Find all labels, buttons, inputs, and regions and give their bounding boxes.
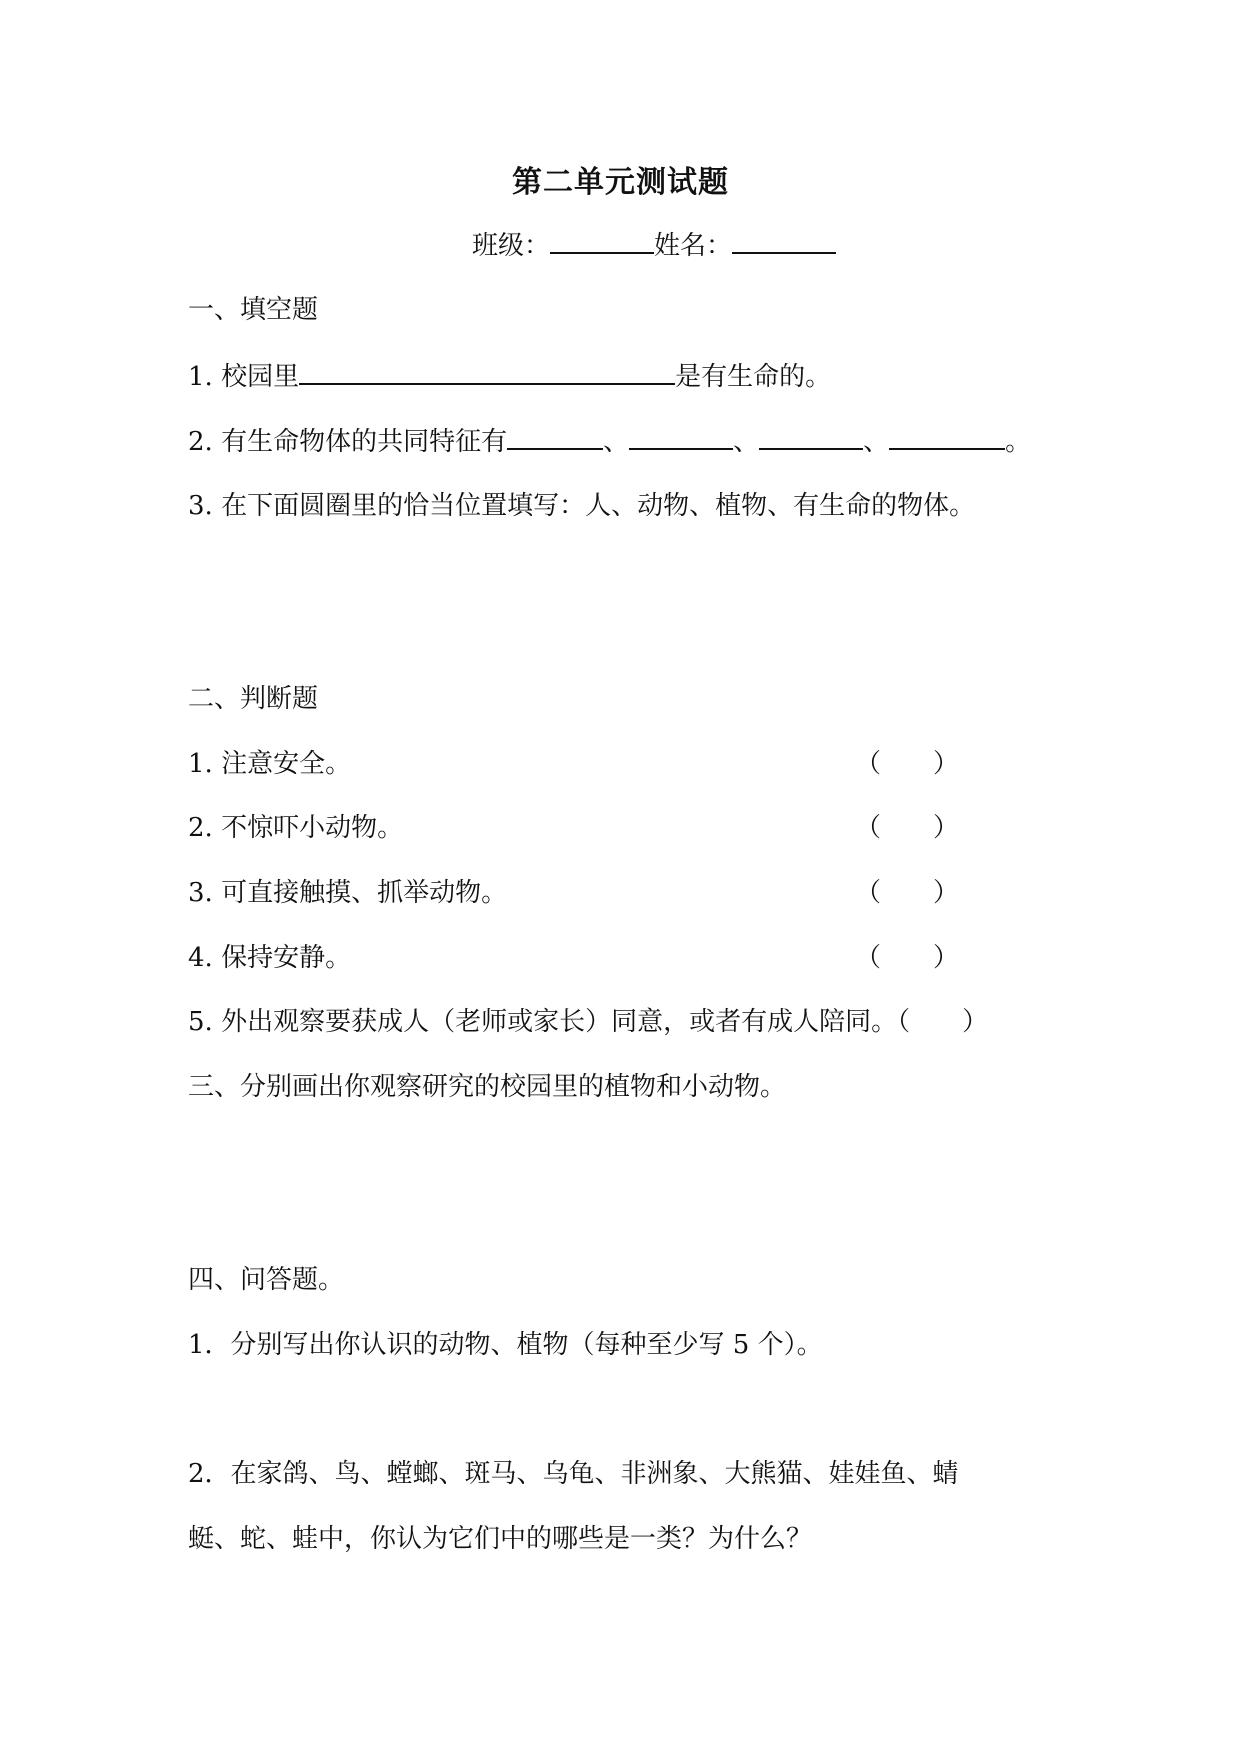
- judge-item-1: 1. 注意安全。: [188, 749, 352, 779]
- fill-q2-blank-2[interactable]: [629, 426, 733, 450]
- fill-q2-prefix: 2. 有生命物体的共同特征有: [188, 427, 508, 457]
- fill-q2-end: 。: [1005, 427, 1032, 457]
- fill-q2-separator: 、: [863, 427, 890, 457]
- fill-q1-blank[interactable]: [299, 361, 675, 385]
- fill-q2-blank-3[interactable]: [759, 426, 863, 450]
- qa-question-1: 1．分别写出你认识的动物、植物（每种至少写 5 个）。: [188, 1330, 823, 1360]
- qa-question-2-line-2: 蜓、蛇、蛙中，你认为它们中的哪些是一类？为什么？: [188, 1524, 813, 1554]
- judge-item-4: 4. 保持安静。: [188, 943, 352, 973]
- fill-q2-blank-1[interactable]: [507, 426, 603, 450]
- judge-answer-5[interactable]: （ ）: [897, 1007, 989, 1037]
- name-label: 姓名：: [654, 231, 733, 261]
- class-label: 班级：: [472, 231, 551, 261]
- class-blank[interactable]: [550, 230, 654, 254]
- fill-q2-separator: 、: [603, 427, 630, 457]
- name-blank[interactable]: [732, 230, 836, 254]
- judge-answer-4[interactable]: （ ）: [855, 943, 960, 973]
- section1-heading: 一、填空题: [188, 295, 319, 325]
- fill-q2-separator: 、: [733, 427, 760, 457]
- qa-question-2-line-1: 2．在家鸽、鸟、螳螂、斑马、乌龟、非洲象、大熊猫、娃娃鱼、蜻: [188, 1459, 959, 1489]
- judge-item-5-text: 5. 外出观察要获成人（老师或家长）同意，或者有成人陪同。: [188, 1007, 898, 1037]
- judge-answer-2[interactable]: （ ）: [855, 813, 960, 843]
- page-title: 第二单元测试题: [512, 165, 729, 200]
- judge-answer-1[interactable]: （ ）: [855, 749, 960, 779]
- section2-heading: 二、判断题: [188, 684, 319, 714]
- fill-q1-suffix: 是有生命的。: [675, 362, 832, 392]
- judge-item-2: 2. 不惊吓小动物。: [188, 813, 404, 843]
- section3-heading: 三、分别画出你观察研究的校园里的植物和小动物。: [188, 1072, 787, 1102]
- fill-q2-blank-4[interactable]: [889, 426, 1005, 450]
- judge-item-3: 3. 可直接触摸、抓举动物。: [188, 878, 508, 908]
- fill-q1-prefix: 1. 校园里: [188, 362, 300, 392]
- judge-item-5: [188, 1007, 988, 1037]
- fill-question-1: [188, 361, 831, 392]
- fill-question-2: [188, 426, 1031, 457]
- student-info-row: [472, 230, 836, 261]
- fill-question-3: 3. 在下面圆圈里的恰当位置填写：人、动物、植物、有生命的物体。: [188, 491, 976, 521]
- judge-answer-3[interactable]: （ ）: [855, 878, 960, 908]
- section4-heading: 四、问答题。: [188, 1265, 345, 1295]
